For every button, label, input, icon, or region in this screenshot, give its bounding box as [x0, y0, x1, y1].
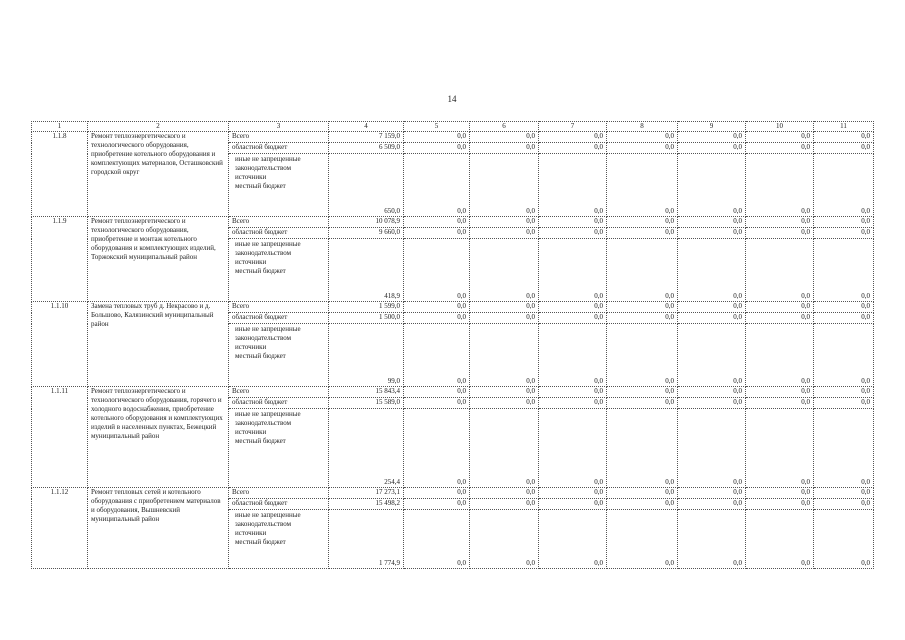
total-value: 0,0	[539, 302, 607, 313]
item-description: Ремонт теплоэнергетического и технологического оборудования, горячего и холодного водоснабжения, приобретение котельного оборудования и комплектующих изделий в населенных пунктах, Бежецкий муниципальный район	[88, 387, 229, 488]
total-value: 0,0	[746, 387, 814, 398]
local-value: 0,0	[539, 154, 607, 217]
local-value: 0,0	[539, 510, 607, 569]
total-value: 0,0	[470, 488, 539, 499]
source-label-group	[229, 324, 329, 387]
local-value: 0,0	[470, 154, 539, 217]
region-value: 6 509,0	[329, 143, 404, 154]
local-value: 0,0	[746, 510, 814, 569]
source-label-group	[229, 409, 329, 488]
column-number: 7	[539, 122, 607, 132]
total-value: 0,0	[607, 132, 678, 143]
total-value: 0,0	[746, 302, 814, 313]
local-value: 0,0	[404, 154, 470, 217]
source-label: областной бюджет	[229, 499, 329, 510]
source-label: Всего	[229, 302, 329, 313]
region-value: 0,0	[607, 499, 678, 510]
source-label: иные не запрещенные законодательством источники	[235, 410, 301, 436]
source-label-group	[229, 510, 329, 569]
local-value: 0,0	[814, 324, 874, 387]
source-label: иные не запрещенные законодательством источники	[235, 240, 301, 266]
total-value: 0,0	[404, 132, 470, 143]
total-value: 1 599,0	[329, 302, 404, 313]
source-label-group	[229, 239, 329, 302]
source-label: Всего	[229, 387, 329, 398]
source-label: Всего	[229, 132, 329, 143]
source-label: иные не запрещенные законодательством источники	[235, 325, 301, 351]
column-number: 1	[32, 122, 88, 132]
local-value: 99,0	[329, 324, 404, 387]
region-value: 0,0	[470, 398, 539, 409]
total-value: 0,0	[404, 488, 470, 499]
total-value: 0,0	[746, 217, 814, 228]
region-value: 0,0	[404, 398, 470, 409]
item-code: 1.1.12	[32, 488, 88, 569]
total-value: 15 843,4	[329, 387, 404, 398]
region-value: 0,0	[814, 398, 874, 409]
column-number: 10	[746, 122, 814, 132]
total-value: 0,0	[746, 488, 814, 499]
total-value: 0,0	[678, 302, 746, 313]
region-value: 0,0	[678, 228, 746, 239]
total-value: 0,0	[678, 488, 746, 499]
total-value: 0,0	[607, 217, 678, 228]
total-value: 0,0	[607, 387, 678, 398]
local-value: 0,0	[678, 510, 746, 569]
column-number: 3	[229, 122, 329, 132]
column-number-row	[32, 122, 874, 132]
region-value: 0,0	[607, 398, 678, 409]
region-value: 0,0	[404, 499, 470, 510]
region-value: 0,0	[607, 143, 678, 154]
total-value: 0,0	[470, 132, 539, 143]
region-value: 0,0	[470, 143, 539, 154]
local-value: 0,0	[607, 324, 678, 387]
source-label: иные не запрещенные законодательством источники	[235, 511, 301, 537]
region-value: 0,0	[404, 313, 470, 324]
total-value: 0,0	[539, 488, 607, 499]
region-value: 0,0	[470, 499, 539, 510]
total-value: 0,0	[814, 217, 874, 228]
column-number: 11	[814, 122, 874, 132]
region-value: 0,0	[746, 143, 814, 154]
region-value: 9 660,0	[329, 228, 404, 239]
local-value: 0,0	[470, 239, 539, 302]
column-number: 5	[404, 122, 470, 132]
local-value: 0,0	[678, 324, 746, 387]
region-value: 15 498,2	[329, 499, 404, 510]
source-label: областной бюджет	[229, 143, 329, 154]
source-label: областной бюджет	[229, 398, 329, 409]
region-value: 0,0	[814, 143, 874, 154]
region-value: 0,0	[539, 313, 607, 324]
region-value: 0,0	[678, 499, 746, 510]
item-description: Ремонт тепловых сетей и котельного оборудования с приобретением материалов и оборудования, Вышневский муниципальный район	[88, 488, 229, 569]
region-value: 0,0	[470, 313, 539, 324]
region-value: 0,0	[814, 313, 874, 324]
region-value: 0,0	[539, 143, 607, 154]
source-label: местный бюджет	[235, 538, 286, 546]
source-label: местный бюджет	[235, 437, 286, 445]
local-value: 0,0	[470, 409, 539, 488]
region-value: 0,0	[404, 228, 470, 239]
total-value: 0,0	[539, 387, 607, 398]
local-value: 0,0	[746, 154, 814, 217]
source-label: Всего	[229, 488, 329, 499]
local-value: 0,0	[404, 324, 470, 387]
region-value: 0,0	[404, 143, 470, 154]
item-code: 1.1.10	[32, 302, 88, 387]
source-label: Всего	[229, 217, 329, 228]
local-value: 0,0	[404, 409, 470, 488]
column-number: 4	[329, 122, 404, 132]
region-value: 0,0	[607, 228, 678, 239]
item-description: Замена тепловых труб д. Некрасово и д. Большово, Калязинский муниципальный район	[88, 302, 229, 387]
local-value: 0,0	[746, 239, 814, 302]
total-value: 0,0	[814, 387, 874, 398]
total-value: 0,0	[404, 387, 470, 398]
local-value: 0,0	[470, 510, 539, 569]
local-value: 0,0	[814, 154, 874, 217]
local-value: 418,9	[329, 239, 404, 302]
total-value: 7 159,0	[329, 132, 404, 143]
total-value: 17 273,1	[329, 488, 404, 499]
region-value: 0,0	[746, 499, 814, 510]
total-value: 0,0	[539, 132, 607, 143]
total-value: 0,0	[678, 387, 746, 398]
region-value: 0,0	[678, 313, 746, 324]
local-value: 0,0	[607, 154, 678, 217]
source-label: областной бюджет	[229, 313, 329, 324]
local-value: 0,0	[539, 409, 607, 488]
source-label: иные не запрещенные законодательством источники	[235, 155, 301, 181]
column-number: 2	[88, 122, 229, 132]
table-row	[32, 488, 874, 499]
total-value: 0,0	[470, 387, 539, 398]
table-row	[32, 302, 874, 313]
total-value: 0,0	[678, 217, 746, 228]
region-value: 0,0	[539, 228, 607, 239]
source-label: местный бюджет	[235, 267, 286, 275]
local-value: 0,0	[607, 239, 678, 302]
table-row	[32, 387, 874, 398]
local-value: 0,0	[404, 239, 470, 302]
local-value: 0,0	[404, 510, 470, 569]
local-value: 0,0	[814, 510, 874, 569]
local-value: 0,0	[678, 409, 746, 488]
source-label: областной бюджет	[229, 228, 329, 239]
table-row	[32, 132, 874, 143]
total-value: 0,0	[404, 217, 470, 228]
budget-table	[31, 121, 874, 569]
total-value: 0,0	[678, 132, 746, 143]
region-value: 0,0	[814, 228, 874, 239]
local-value: 0,0	[746, 409, 814, 488]
local-value: 650,0	[329, 154, 404, 217]
source-label: местный бюджет	[235, 352, 286, 360]
region-value: 0,0	[746, 398, 814, 409]
total-value: 0,0	[470, 217, 539, 228]
source-label: местный бюджет	[235, 182, 286, 190]
region-value: 0,0	[678, 143, 746, 154]
region-value: 0,0	[814, 499, 874, 510]
column-number: 8	[607, 122, 678, 132]
region-value: 0,0	[746, 228, 814, 239]
item-description: Ремонт теплоэнергетического и технологического оборудования, приобретение котельного оборудования и комплектующих материалов, Осташковский городской округ	[88, 132, 229, 217]
region-value: 0,0	[607, 313, 678, 324]
column-number: 9	[678, 122, 746, 132]
total-value: 10 078,9	[329, 217, 404, 228]
region-value: 0,0	[746, 313, 814, 324]
region-value: 0,0	[678, 398, 746, 409]
total-value: 0,0	[814, 488, 874, 499]
local-value: 0,0	[539, 324, 607, 387]
table-row	[32, 217, 874, 228]
column-number: 6	[470, 122, 539, 132]
local-value: 0,0	[607, 510, 678, 569]
total-value: 0,0	[814, 132, 874, 143]
item-description: Ремонт теплоэнергетического и технологического оборудования, приобретение и монтаж котельного оборудования и комплектующих изделий, Торжокский муниципальный район	[88, 217, 229, 302]
region-value: 15 589,0	[329, 398, 404, 409]
local-value: 0,0	[746, 324, 814, 387]
local-value: 0,0	[814, 239, 874, 302]
region-value: 0,0	[539, 398, 607, 409]
source-label-group	[229, 154, 329, 217]
region-value: 1 500,0	[329, 313, 404, 324]
local-value: 0,0	[607, 409, 678, 488]
local-value: 0,0	[470, 324, 539, 387]
region-value: 0,0	[470, 228, 539, 239]
local-value: 254,4	[329, 409, 404, 488]
total-value: 0,0	[470, 302, 539, 313]
local-value: 0,0	[814, 409, 874, 488]
local-value: 0,0	[678, 239, 746, 302]
total-value: 0,0	[607, 302, 678, 313]
total-value: 0,0	[404, 302, 470, 313]
total-value: 0,0	[539, 217, 607, 228]
local-value: 1 774,9	[329, 510, 404, 569]
item-code: 1.1.9	[32, 217, 88, 302]
total-value: 0,0	[607, 488, 678, 499]
item-code: 1.1.8	[32, 132, 88, 217]
total-value: 0,0	[746, 132, 814, 143]
item-code: 1.1.11	[32, 387, 88, 488]
table-body	[32, 132, 874, 569]
page-number: 14	[447, 94, 457, 104]
local-value: 0,0	[539, 239, 607, 302]
total-value: 0,0	[814, 302, 874, 313]
region-value: 0,0	[539, 499, 607, 510]
local-value: 0,0	[678, 154, 746, 217]
